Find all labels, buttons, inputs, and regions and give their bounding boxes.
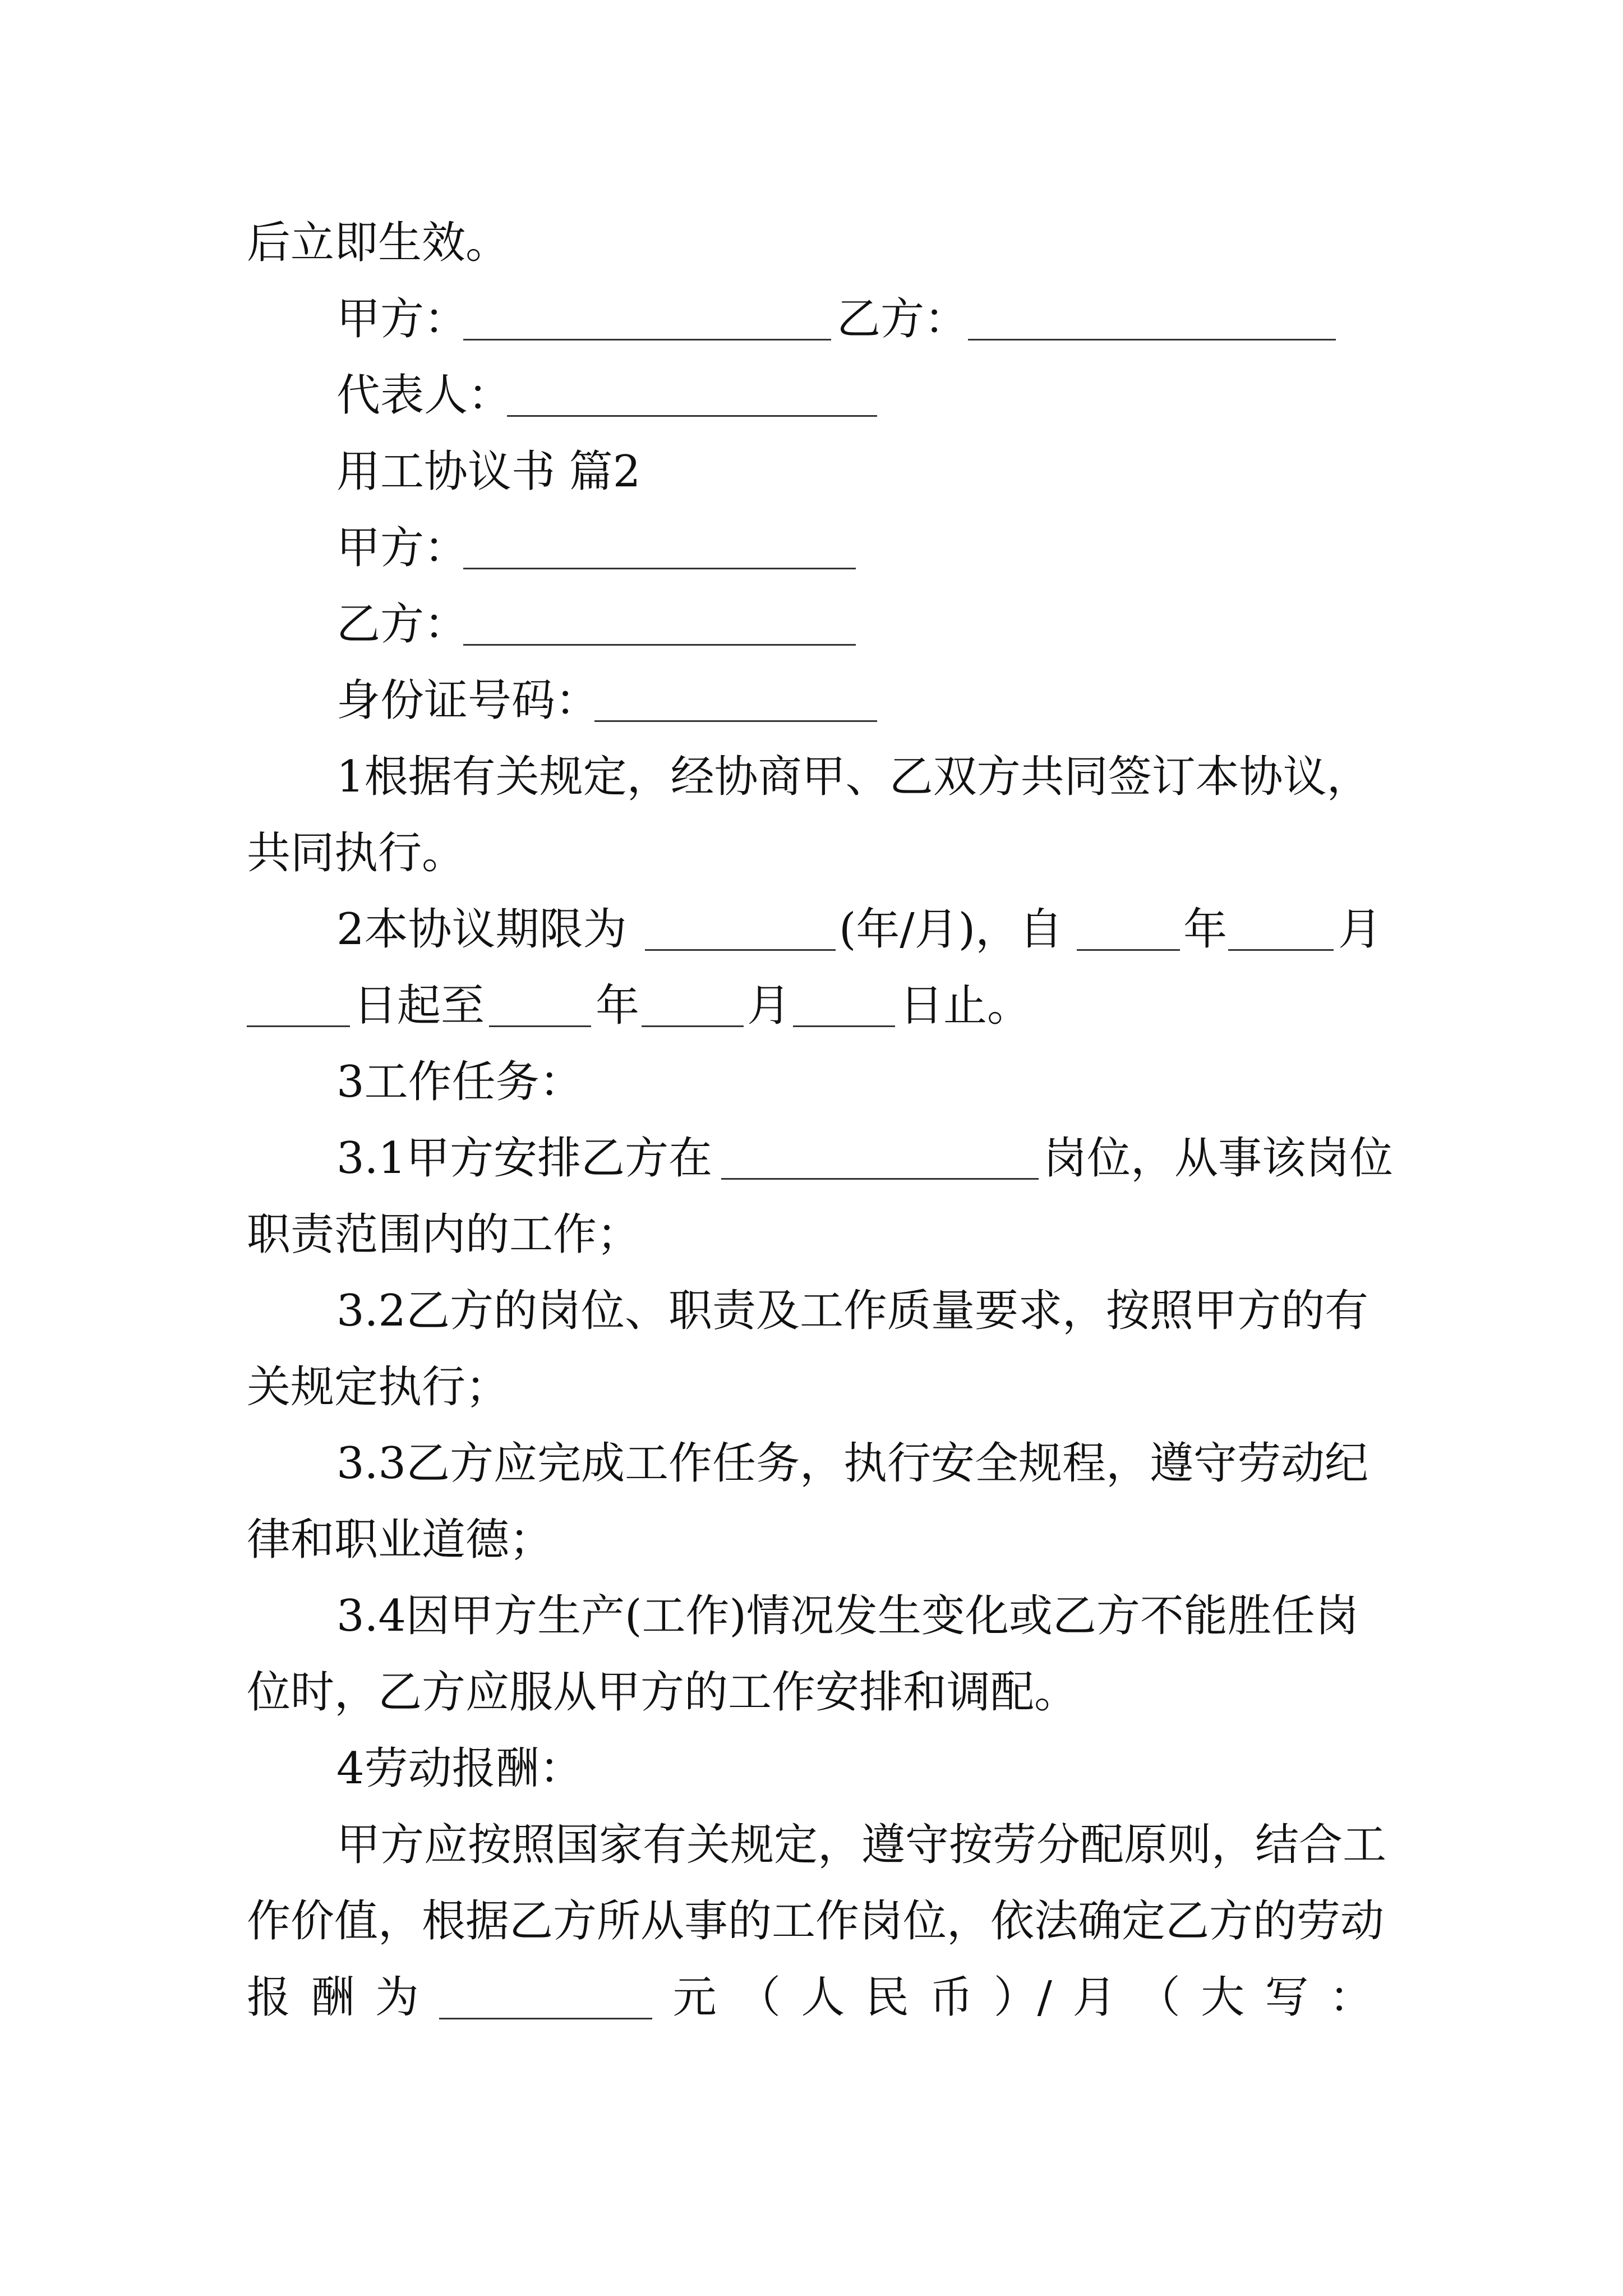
end-day-label: 日止。 [900,981,1031,1031]
line-3-char: 写 [1265,1972,1309,2023]
clause-3-3-line-2: 律和职业道德； [247,1515,554,1565]
line-3-char: 元 [672,1972,717,2023]
party-a-signature-label: 甲方： [336,294,468,344]
salary-amount-blank[interactable] [439,1976,652,2019]
clause-3-title: 3工作任务： [336,1057,583,1107]
party-b-signature-label: 乙方： [837,294,969,344]
end-year-label: 年 [596,981,640,1031]
line-3-char: 酬 [311,1972,355,2023]
term-length-blank[interactable] [645,949,836,951]
section-title: 用工协议书 篇2 [336,447,641,497]
clause-3-1-text-end: 岗位，从事该岗位 [1043,1133,1394,1184]
clause-3-1-line-2: 职责范围内的工作； [247,1209,641,1260]
party-b-label: 乙方： [336,599,468,650]
party-b-blank[interactable] [463,644,856,646]
clause-4-title: 4劳动报酬： [336,1743,583,1794]
start-year-label: 年 [1183,904,1228,955]
end-day-blank[interactable] [793,1025,895,1027]
start-year-blank[interactable] [1077,949,1180,951]
clause-3-2-line-1: 3.2乙方的岗位、职责及工作质量要求，按照甲方的有 [336,1286,1369,1336]
id-number-blank[interactable] [594,720,877,722]
clause-4-line-2: 作价值，根据乙方所从事的工作岗位，依法确定乙方的劳动 [247,1896,1385,1947]
representative-blank[interactable] [507,415,877,417]
line-3-char: 民 [865,1972,909,2023]
line-3-char: 为 [375,1972,419,2023]
party-b-signature-blank[interactable] [968,339,1336,341]
party-a-label: 甲方： [336,523,468,573]
start-month-blank[interactable] [1228,949,1334,951]
clause-3-2-line-2: 关规定执行； [247,1362,510,1412]
line-3-char: 人 [801,1972,845,2023]
clause-3-4-line-1: 3.4因甲方生产(工作)情况发生变化或乙方不能胜任岗 [336,1591,1359,1641]
clause-4-line-1: 甲方应按照国家有关规定，遵守按劳分配原则，结合工 [336,1820,1387,1870]
end-year-blank[interactable] [489,1025,591,1027]
clause-1-line-1: 1根据有关规定，经协商甲、乙双方共同签订本协议， [336,752,1371,802]
clause-1-line-2: 共同执行。 [247,828,466,878]
clause-2-unit-text: (年/月)，自 [839,904,1063,955]
line-3-char: ）/ [993,1972,1052,2023]
clause-3-1-text: 3.1甲方安排乙方在 [336,1133,713,1184]
line-3-char: ： [1329,1972,1373,2023]
party-a-signature-blank[interactable] [463,339,831,341]
clause-2-term-text: 2本协议期限为 [336,904,627,955]
line-3-char: 报 [247,1972,291,2023]
representative-label: 代表人： [336,370,512,421]
clause-3-4-line-2: 位时，乙方应服从甲方的工作安排和调配。 [247,1667,1078,1718]
clause-4-line-3 [247,1972,1373,2023]
end-month-blank[interactable] [642,1025,744,1027]
end-month-label: 月 [747,981,791,1031]
start-day-blank[interactable] [247,1025,350,1027]
line-3-char: （ [737,1972,781,2023]
position-blank[interactable] [721,1178,1039,1180]
line-3-char: （ [1136,1972,1181,2023]
start-month-label: 月 [1338,904,1382,955]
effective-text: 后立即生效。 [247,218,510,268]
party-a-blank[interactable] [463,568,856,569]
line-3-char: 大 [1201,1972,1245,2023]
clause-3-3-line-1: 3.3乙方应完成工作任务，执行安全规程，遵守劳动纪 [336,1438,1369,1489]
line-3-char: 币 [929,1972,974,2023]
line-3-char: 月 [1072,1972,1117,2023]
start-day-label: 日起至 [353,981,485,1031]
id-number-label: 身份证号码： [336,675,600,726]
